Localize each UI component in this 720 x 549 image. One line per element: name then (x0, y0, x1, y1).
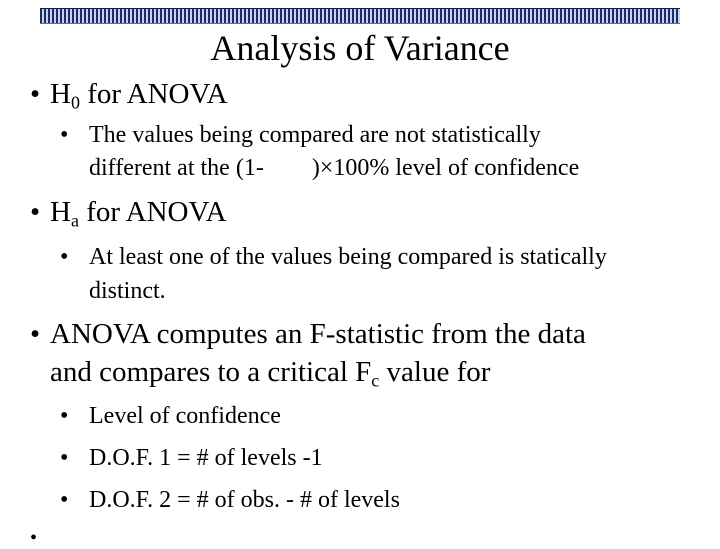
bullet-anova-line2: and compares to a critical $F_c$ value for (50, 356, 491, 391)
subbullet-text: D.O.F. 1 = # of levels -1 (89, 445, 323, 471)
subbullet-dot: • (60, 403, 69, 429)
subbullet-dot: • (60, 487, 69, 513)
subbullet-h0-line1: The values being compared are not statistically (89, 122, 541, 148)
subbullet-text: D.O.F. 2 = # of obs. - # of levels (89, 487, 400, 513)
subbullet-text: Level of confidence (89, 403, 281, 429)
subbullet-ha-line2: distinct. (89, 278, 166, 304)
bullet-ha-text: $H_a$ for ANOVA (50, 196, 227, 231)
bullet-anova-line1: ANOVA computes an F-statistic from the data (50, 318, 586, 350)
slide-title: Analysis of Variance (210, 28, 510, 68)
subbullet-dot: • (60, 244, 69, 270)
header-decorative-bar (40, 8, 680, 24)
bullet-h0-text: $H_0$ for ANOVA (50, 78, 228, 113)
subbullet-ha-line1: At least one of the values being compared is statically (89, 244, 607, 270)
subbullet-h0-line2: different at the (1- )×100% level of confidence (89, 155, 580, 181)
subbullet-dot: • (60, 122, 69, 148)
bullet-dot: • (30, 196, 41, 228)
bullet-dot: • (30, 78, 41, 110)
subbullet-dot: • (60, 445, 69, 471)
trailing-bullet-dot: • (30, 527, 38, 549)
bullet-dot: • (30, 318, 41, 350)
